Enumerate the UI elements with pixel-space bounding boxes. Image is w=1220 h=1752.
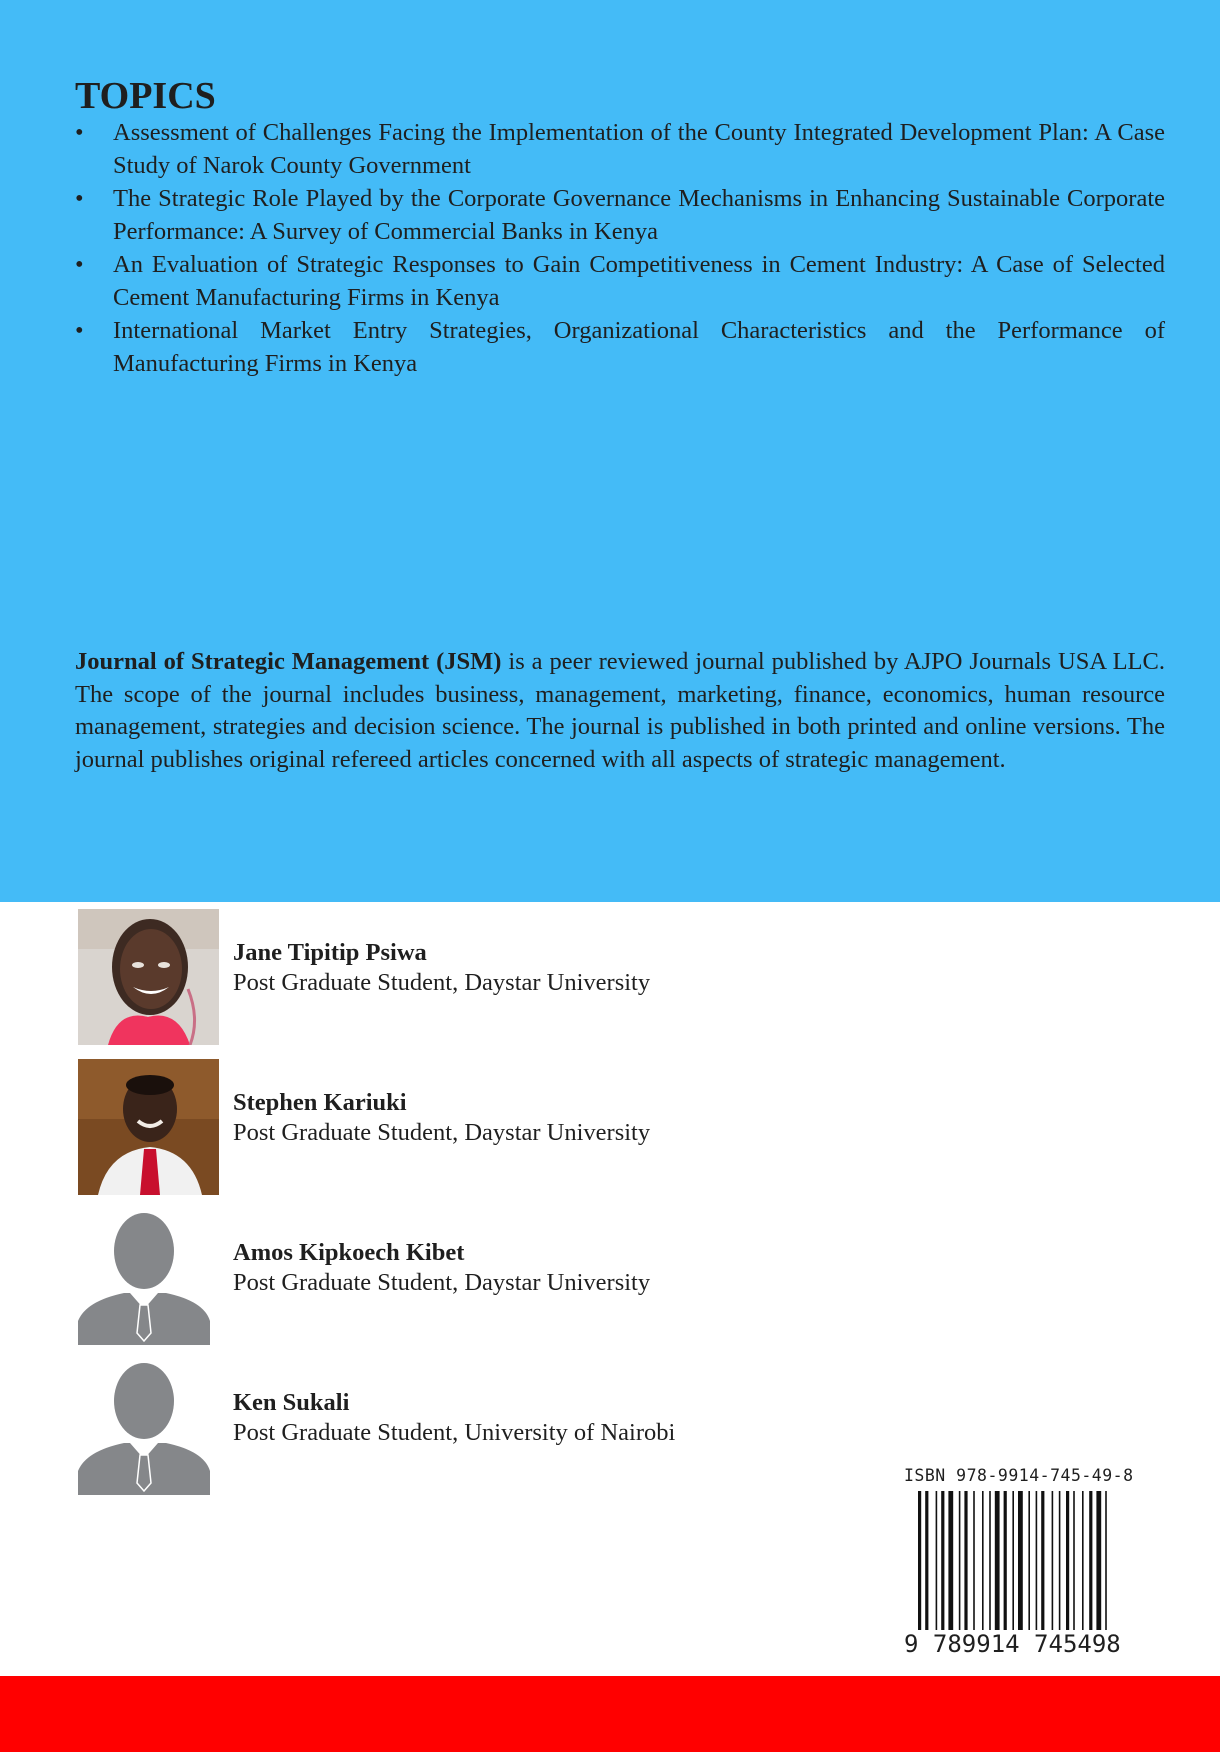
isbn-label: ISBN 978-9914-745-49-8 [904, 1466, 1134, 1485]
barcode-bar [925, 1491, 928, 1653]
person-silhouette-icon [78, 1209, 219, 1345]
person-silhouette-icon [78, 1359, 219, 1495]
author-name: Stephen Kariuki [233, 1089, 407, 1116]
isbn-barcode-block [900, 1466, 1140, 1666]
barcode-bar [964, 1491, 967, 1637]
barcode-bar [1052, 1491, 1054, 1637]
barcode-digits: 9 789914 745498 [904, 1630, 1121, 1658]
topic-text: Assessment of Challenges Facing the Implementation of the County Integrated Development Plan: A Case Study of Narok County Government [113, 119, 1165, 179]
author-entry [78, 1359, 778, 1499]
author-photo [78, 1059, 219, 1195]
barcode-bar [982, 1491, 984, 1637]
author-entry [78, 1209, 778, 1349]
barcode-bar [989, 1491, 991, 1637]
bottom-color-band [0, 1676, 1220, 1752]
barcode-bar [936, 1491, 938, 1637]
barcode-bar [1028, 1491, 1030, 1637]
topic-text: An Evaluation of Strategic Responses to Gain Competitiveness in Cement Industry: A Case of Selected Cement Manufacturing Firms in Kenya [113, 251, 1165, 311]
barcode-bar [1012, 1491, 1014, 1653]
barcode-bar [1066, 1491, 1069, 1637]
author-affiliation: Post Graduate Student, Daystar University [233, 1119, 651, 1146]
barcode-icon [900, 1491, 1140, 1653]
barcode-bar [1018, 1491, 1023, 1653]
barcode-bar [1073, 1491, 1075, 1637]
topics-list [75, 116, 1165, 380]
bullet-icon: • [75, 185, 84, 212]
topic-item [75, 182, 1165, 248]
topic-text: The Strategic Role Played by the Corporate Governance Mechanisms in Enhancing Sustainable Corporate Performance: A Survey of Commercial Banks in Kenya [113, 185, 1165, 245]
topic-item [75, 248, 1165, 314]
bullet-icon: • [75, 251, 84, 278]
journal-description-text: is a peer reviewed journal published by AJPO Journals USA LLC. The scope of the journal includes business, management, marketing, finance, economics, human resource management, strategies and decision science. The journal is published in both printed and online versions. The journal publishes original refereed articles concerned with all aspects of strategic management. [75, 648, 1165, 773]
barcode-bar [1036, 1491, 1038, 1637]
barcode-bar [959, 1491, 961, 1637]
barcode-bar [1059, 1491, 1061, 1637]
author-name: Amos Kipkoech Kibet [233, 1239, 465, 1266]
barcode-bar [1105, 1491, 1107, 1653]
barcode-bar [1082, 1491, 1084, 1637]
author-affiliation: Post Graduate Student, Daystar University [233, 969, 651, 996]
topic-item [75, 314, 1165, 380]
author-name: Jane Tipitip Psiwa [233, 939, 427, 966]
author-photo [78, 909, 219, 1045]
journal-name: Journal of Strategic Management (JSM) [75, 648, 502, 675]
author-affiliation: Post Graduate Student, Daystar University [233, 1269, 651, 1296]
barcode-bar [973, 1491, 975, 1637]
barcode-bar [1089, 1491, 1092, 1637]
barcode-bar [941, 1491, 944, 1637]
bullet-icon: • [75, 317, 84, 344]
journal-description [75, 646, 1165, 776]
topics-heading: TOPICS [75, 75, 216, 117]
barcode-bar [1041, 1491, 1044, 1637]
author-affiliation: Post Graduate Student, University of Nairobi [233, 1419, 676, 1446]
author-photo [78, 1359, 219, 1495]
barcode-bar [948, 1491, 953, 1637]
barcode-bar [918, 1491, 921, 1653]
woman-portrait-icon [78, 909, 219, 1045]
barcode-bar [1004, 1491, 1007, 1637]
author-name: Ken Sukali [233, 1389, 350, 1416]
barcode-bar [995, 1491, 1000, 1637]
author-photo [78, 1209, 219, 1345]
man-portrait-icon [78, 1059, 219, 1195]
bullet-icon: • [75, 119, 84, 146]
author-entry [78, 1059, 778, 1199]
barcode-bar [1096, 1491, 1101, 1637]
author-entry [78, 909, 778, 1049]
topic-item [75, 116, 1165, 182]
topic-text: International Market Entry Strategies, Organizational Characteristics and the Performance of Manufacturing Firms in Kenya [113, 317, 1165, 377]
